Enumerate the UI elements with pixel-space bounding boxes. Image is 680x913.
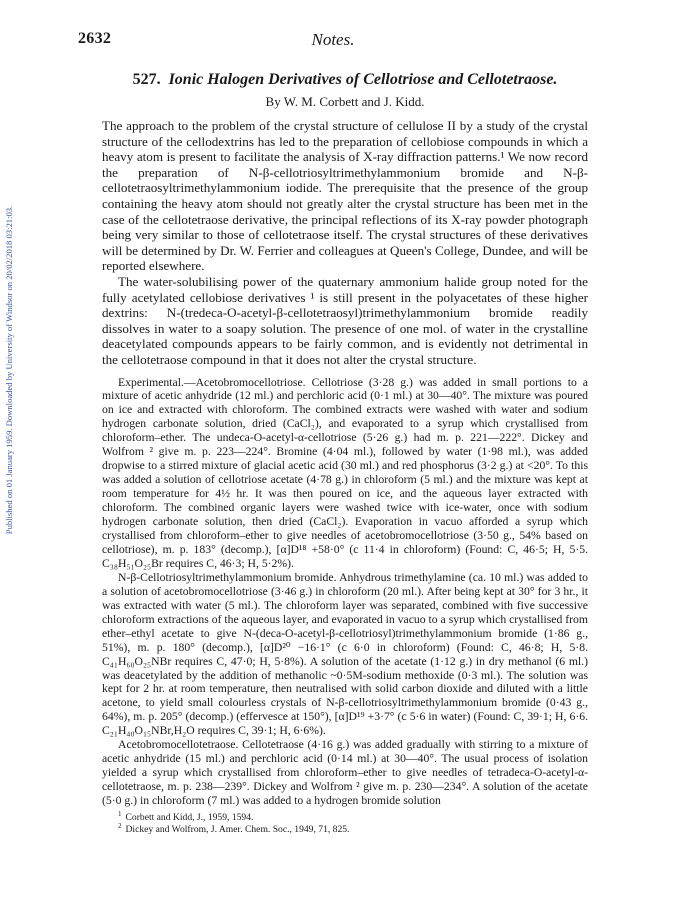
page-number: 2632: [78, 30, 112, 47]
intro-paragraph-2: The water-solubilising power of the quaternary ammonium halide group noted for the fully acetylated cellobiose derivatives ¹ is still present in the polyacetates of these higher dextrins: N-(tredeca-O-acetyl-β-cellotetraosyl)trimethylammonium bromide readily dissolves in water to a soapy solution. The presence of one mol. of water in the crystalline deacetylated compounds appears to be fairly common, and is evidently not detrimental in the cellotetraose compound in that it does not alter the crystal structure.: [102, 273, 588, 367]
section-gap: [102, 368, 588, 376]
page-header: [78, 30, 588, 50]
article-title-line: [102, 70, 588, 90]
article-title: Ionic Halogen Derivatives of Cellotriose and Cellotetraose.: [168, 71, 558, 88]
footnote-mark: 2: [118, 821, 122, 830]
intro-paragraph-1: The approach to the problem of the crystal structure of cellulose II by a study of the crystal structure of the cellodextrins has led to the preparation of cellobiose compounds in which a heavy atom is present to facilitate the analysis of X-ray diffraction patterns.¹ We now record the preparation of N-β-cellotriosyltrimethylammonium bromide and N-β-cellotetraosyltrimethylammonium iodide. The prerequisite that the presence of the group containing the heavy atom should not greatly alter the crystal structure has been met in the case of the cellotetraose derivative, the principal reflections of its X-ray powder photograph being very similar to those of cellotetraose itself. The crystal structures of these derivatives will be determined by Dr. W. Ferrier and colleagues at Queen's College, Dundee, and will be reported elsewhere.: [102, 118, 588, 274]
footnote-text: Dickey and Wolfrom, J. Amer. Chem. Soc., 1949, 71, 825.: [125, 824, 350, 836]
footnote-mark: 1: [118, 809, 122, 818]
experimental-paragraph-3: Acetobromocellotetraose. Cellotetraose (4·16 g.) was added gradually with stirring to a mixture of acetic anhydride (15 ml.) and perchloric acid (0·14 ml.) at 30—40°. The usual process of isolation yielded a syrup which crystallised from chloroform–ether to give needles of tetradeca-O-acetyl-α-cellotetraose, m. p. 238—239°. Dickey and Wolfrom ² give m. p. 230—234°. A solution of the acetate (5·0 g.) in chloroform (7 ml.) was added to a hydrogen bromide solution: [102, 738, 588, 808]
article: [102, 70, 588, 836]
running-title: Notes.: [311, 30, 355, 49]
footnote-text: Corbett and Kidd, J., 1959, 1594.: [125, 812, 254, 824]
side-note-text: Published on 01 January 1959. Downloaded by University of Windsor on 20/02/2018 03:21:03.: [4, 205, 14, 535]
footnote-1: [102, 809, 588, 824]
experimental-paragraph-2: N-β-Cellotriosyltrimethylammonium bromide. Anhydrous trimethylamine (ca. 10 ml.) was added to a solution of acetobromocellotriose (3·46 g.) in chloroform (20 ml.). After being kept at 30° for 3 hr., it was extracted with water (5 ml.). The chloroform layer was separated, combined with five successive chloroform extractions of the aqueous layer, and evaporated in vacuo to a syrup which crystallised from ether–ethyl acetate to give N-(deca-O-acetyl-β-cellotriosyl)trimethylammonium bromide (1·86 g., 51%), m. p. 180° (decomp.), [α]D²⁰ −16·1° (c 6·0 in chloroform) (Found: C, 46·8; H, 5·8. C₄₁H₆₀O₂₅NBr requires C, 47·0; H, 5·8%). A solution of the acetate (1·12 g.) in dry methanol (6 ml.) was deacetylated by the addition of methanolic ~0·5M-sodium methoxide (0·3 ml.). The solution was kept for 2 hr. at room temperature, then neutralised with solid carbon dioxide and diluted with a little acetone, to yield small colourless crystals of N-β-cellotriosyltrimethylammonium bromide (0·43 g., 64%), m. p. 205° (decomp.) (effervesce at 150°), [α]D¹⁹ +3·7° (c 5·6 in water) (Found: C, 39·1; H, 6·6. C₂₁H₄₀O₁₅NBr,H₂O requires C, 39·1; H, 6·6%).: [102, 570, 588, 738]
footnote-2: [102, 821, 588, 836]
publication-side-note: [2, 150, 16, 590]
article-number: 527.: [132, 71, 161, 88]
footnotes: [102, 809, 588, 836]
experimental-paragraph-1: Experimental.—Acetobromocellotriose. Cellotriose (3·28 g.) was added in small portions to a mixture of acetic anhydride (12 ml.) and perchloric acid (0·1 ml.) at 30—40°. The mixture was poured on ice and extracted with chloroform. The combined extracts were washed with water and sodium hydrogen carbonate solution, dried (CaCl₂), and evaporated to a syrup which crystallised from chloroform–ether. The undeca-O-acetyl-α-cellotriose (5·26 g.) had m. p. 221—222°. Dickey and Wolfrom ² give m. p. 223—224°. Bromine (4·04 ml.), followed by water (1·98 ml.), was added dropwise to a stirred mixture of glacial acetic acid (30 ml.) and red phosphorus (3·2 g.) at <20°. To this was added a solution of cellotriose acetate (4·78 g.) in chloroform (5 ml.) and the mixture was kept at room temperature for 4½ hr. It was then poured on ice, and the aqueous layer extracted with chloroform. The combined organic layers were washed twice with ice-water, once with sodium hydrogen carbonate solution, then dried (CaCl₂). Evaporation in vacuo afforded a syrup which crystallised from chloroform–ether to give needles of acetobromocellotriose (3·50 g., 54% based on cellotriose), m. p. 183° (decomp.), [α]D¹⁸ +58·0° (c 11·4 in chloroform) (Found: C, 46·5; H, 5·5. C₃₈H₅₁O₂₅Br requires C, 46·3; H, 5·2%).: [102, 375, 588, 570]
byline: By W. M. Corbett and J. Kidd.: [265, 94, 425, 109]
